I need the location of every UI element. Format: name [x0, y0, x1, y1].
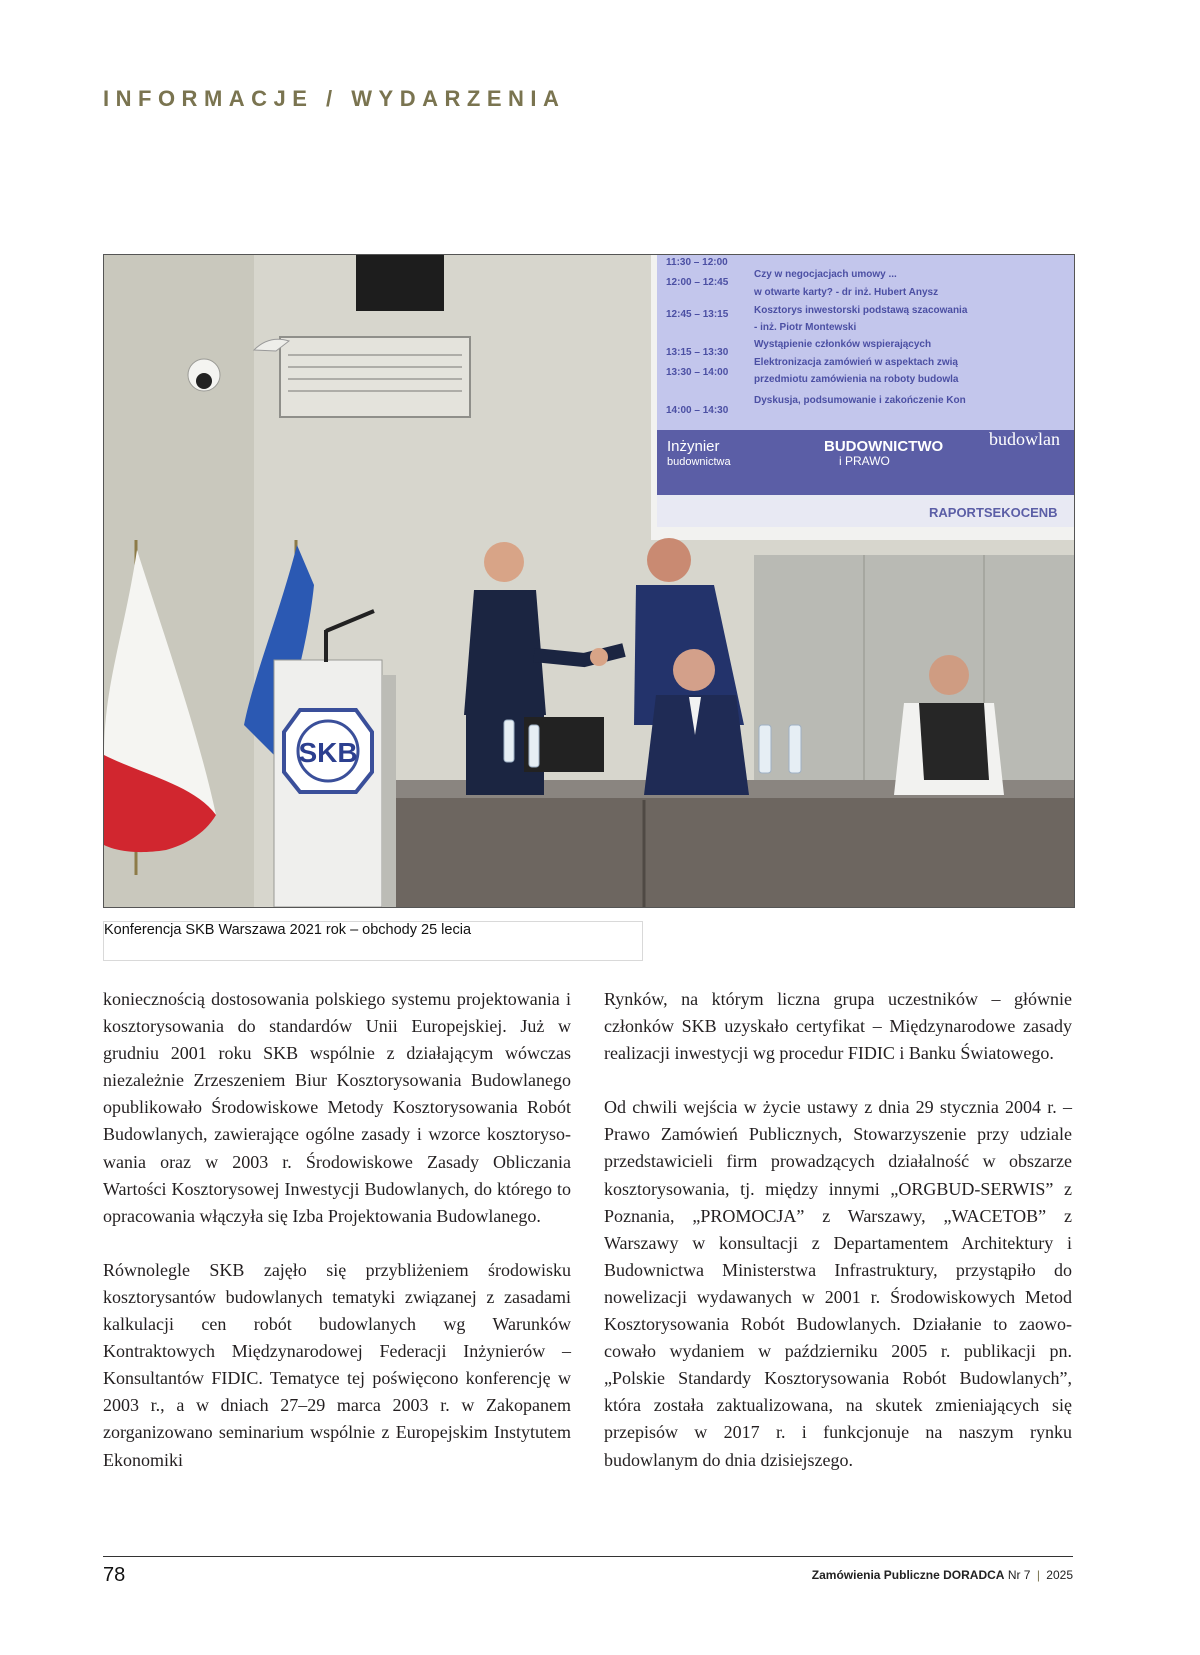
left-column [103, 986, 571, 1501]
footer-separator: | [1036, 1568, 1040, 1582]
logo-budowlany: budowlan [989, 429, 1060, 449]
logo-inzynier-sub: budownictwa [667, 456, 731, 468]
water-bottle [529, 725, 539, 767]
logo-inzynier: Inżynier [667, 438, 720, 455]
handshake [590, 648, 608, 666]
footer-rule [103, 1556, 1073, 1557]
paragraph: Równolegle SKB zajęło się przybliżeniem środowisku kosztorysantów budowlanych tematyki związanej z zasadami kalkulacji cen robót budowlanych wg Warunków Kontraktowych Międzynarodowej Federacji Inżynierów – Konsultantów FIDIC. Tematyce tej poświęcono konferencję w 2003 r., a w dniach 27–29 marca 2003 r. w Zakopanem zorganizowano seminarium wspólnie z Europejskim Instytutem Ekonomiki [103, 1259, 571, 1470]
agenda-text: Czy w negocjacjach umowy ... [754, 269, 897, 280]
agenda-time: 11:30 – 12:00 [666, 257, 728, 268]
right-column [604, 986, 1072, 1501]
logo-prawo: i PRAWO [839, 454, 890, 468]
water-bottle [504, 720, 514, 762]
photo-caption: Konferencja SKB Warszawa 2021 rok – obchody 25 lecia [104, 922, 472, 938]
agenda-text: w otwarte karty? - dr inż. Hubert Anysz [754, 287, 939, 298]
agenda-time: 12:45 – 13:15 [666, 309, 729, 320]
svg-text:SKB: SKB [298, 737, 358, 768]
issue-number: Nr 7 [1007, 1568, 1031, 1582]
water-bottle [759, 725, 771, 773]
photo-caption-box [103, 921, 643, 961]
loudspeaker [356, 255, 444, 311]
publication-title: Zamówienia Publiczne DORADCA [811, 1568, 1005, 1582]
agenda-text: Elektronizacja zamówień w aspektach zwią [754, 357, 958, 368]
air-conditioner [280, 337, 470, 417]
skb-logo [284, 710, 372, 792]
agenda-text: Dyskusja, podsumowanie i zakończenie Kon [754, 395, 966, 406]
panel-desk [374, 795, 1074, 907]
paragraph: Rynków, na którym liczna grupa uczestników – głównie członków SKB uzyskało certyfikat – Międzynarodowe zasady realizacji inwestycji wg procedur FIDIC i Banku Światowego. [604, 989, 1072, 1064]
page-number: 78 [103, 1564, 126, 1586]
conference-photo [103, 254, 1075, 908]
agenda-time: 14:00 – 14:30 [666, 405, 729, 416]
agenda-time: 13:15 – 13:30 [666, 347, 729, 358]
agenda-time: 12:00 – 12:45 [666, 277, 729, 288]
footer-publication-info [812, 1568, 1073, 1582]
agenda-text: - inż. Piotr Montewski [754, 322, 857, 333]
section-header: INFORMACJE / WYDARZENIA [103, 86, 566, 111]
agenda-text: przedmiotu zamówienia na roboty budowla [754, 374, 959, 385]
logo-raport: RAPORTSEKOCENB [929, 505, 1058, 520]
paragraph: Od chwili wejścia w życie ustawy z dnia 29 stycznia 2004 r. – Prawo Zamówień Publicznych, Stowarzyszenie przy udziale przedstawicieli firm prowadzących działalność w obszarze kosztorysowania, tj. między innymi „ORGBUD-SERWIS” z Poznania, „PROMOCJA” z Warszawy, „WACETOB” z Warszawy w konsultacji z Departamentem Architektury i Budownictwa Ministerstwa Infrastruktury, przystąpiło do nowelizacji wydawanych w 2001 r. Środowiskowych Metod Kosztorysowania Robót Budowlanych. Działanie to zaowocowało wydaniem w październiku 2005 r. publikacji pn. „Polskie Standardy Kosztorysowania Robót Budowlanych”, która została zaktualizowana, na skutek zmieniających się przepisów w 2017 r. i funkcjonuje na naszym rynku budowlanym do dnia dzisiejszego. [604, 1097, 1072, 1470]
logo-budownictwo: BUDOWNICTWO [824, 438, 944, 455]
issue-year: 2025 [1046, 1568, 1073, 1582]
agenda-text: Kosztorys inwestorski podstawą szacowania [754, 305, 968, 316]
paragraph: koniecznością dostosowania polskiego systemu projektowania i kosztorysowania do standardów Unii Europejskiej. Już w grudniu 2001 roku SKB wspólnie z działającym wówczas niezależnie Zrzeszeniem Biur Kosztorysowania Budowlanego opublikowało Środowiskowe Metody Kosztorysowania Robót Budowlanych, zawierające ogólne zasady i wzorce kosztorysowania oraz w 2003 r. Środowiskowe Zasady Obliczania Wartości Kosztorysowej Inwestycji Budowlanych, do którego to opracowania włączyła się Izba Projektowania Budowlanego. [103, 989, 571, 1226]
water-bottle [789, 725, 801, 773]
agenda-time: 13:30 – 14:00 [666, 367, 729, 378]
agenda-text: Wystąpienie członków wspierających [754, 339, 932, 350]
